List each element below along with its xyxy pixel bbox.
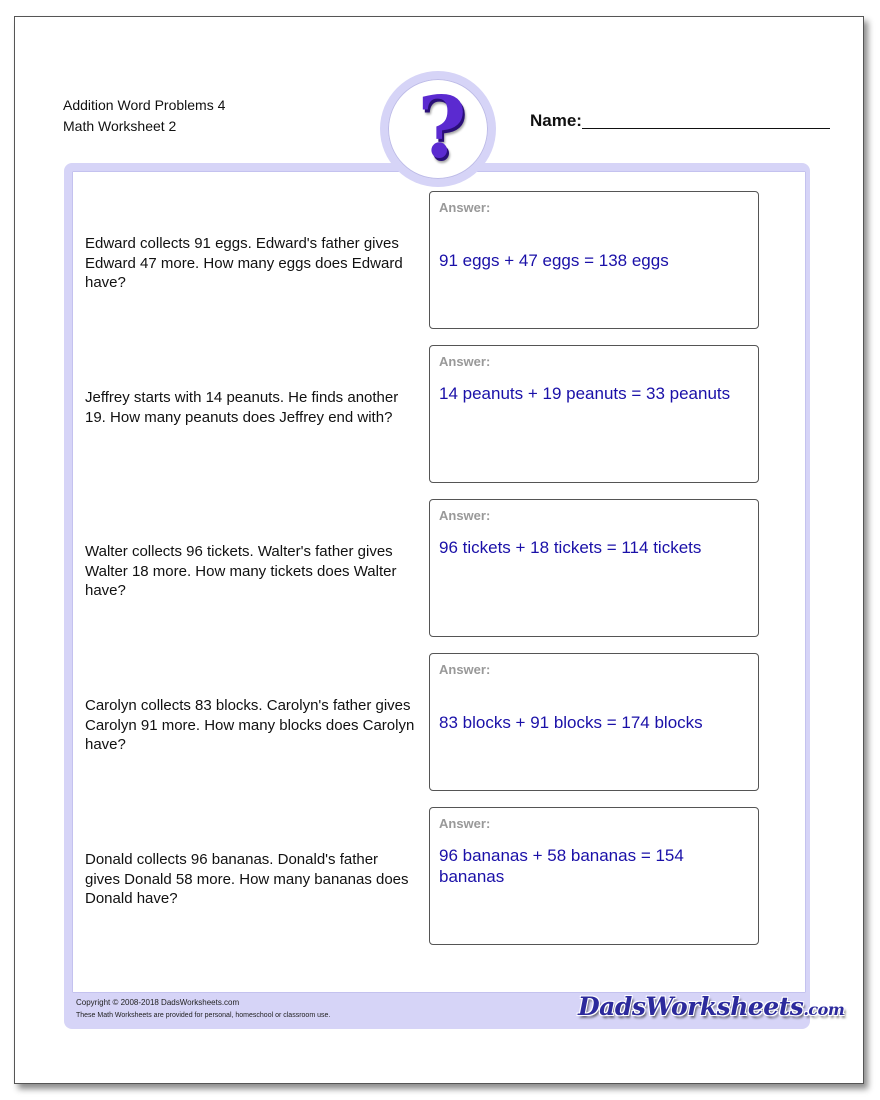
- worksheet-subtitle: Math Worksheet 2: [63, 118, 177, 134]
- name-field-line[interactable]: [582, 128, 830, 129]
- footer-usage-note: These Math Worksheets are provided for personal, homeschool or classroom use.: [76, 1012, 331, 1019]
- logo-disc: [388, 79, 488, 179]
- problem-2-answer-box[interactable]: [429, 345, 759, 483]
- problem-4-answer-box[interactable]: [429, 653, 759, 791]
- problem-5-answer: 96 bananas + 58 bananas = 154 bananas: [439, 846, 684, 886]
- logo-badge: [380, 71, 496, 187]
- problem-4-answer: 83 blocks + 91 blocks = 174 blocks: [439, 713, 703, 732]
- worksheet-title: Addition Word Problems 4: [63, 97, 226, 113]
- brand-name: DadsWorksheets: [578, 992, 804, 1021]
- problem-3-answer: 96 tickets + 18 tickets = 114 tickets: [439, 538, 702, 557]
- problem-2-answer: 14 peanuts + 19 peanuts = 33 peanuts: [439, 384, 731, 403]
- problem-3-question: Walter collects 96 tickets. Walter's father gives Walter 18 more. How many tickets does Walter have?: [85, 543, 397, 599]
- dadsworksheets-logo: [578, 992, 845, 1026]
- problem-3-answer-box[interactable]: [429, 499, 759, 637]
- problem-2-question: Jeffrey starts with 14 peanuts. He finds another 19. How many peanuts does Jeffrey end with?: [85, 389, 399, 426]
- problem-4-question: Carolyn collects 83 blocks. Carolyn's father gives Carolyn 91 more. How many blocks does Carolyn have?: [85, 697, 415, 753]
- question-mark-icon: ?: [417, 78, 467, 177]
- problem-5-question: Donald collects 96 bananas. Donald's father gives Donald 58 more. How many bananas does Donald have?: [85, 851, 409, 907]
- answer-label: Answer:: [439, 200, 491, 215]
- problem-1-answer: 91 eggs + 47 eggs = 138 eggs: [439, 251, 669, 270]
- problem-1-question: Edward collects 91 eggs. Edward's father gives Edward 47 more. How many eggs does Edward have?: [85, 235, 403, 291]
- answer-label: Answer:: [439, 354, 491, 369]
- footer-copyright: Copyright © 2008-2018 DadsWorksheets.com: [76, 998, 240, 1007]
- problem-5-answer-box[interactable]: [429, 807, 759, 945]
- brand-domain: .com: [803, 1000, 845, 1019]
- answer-label: Answer:: [439, 816, 491, 831]
- answer-label: Answer:: [439, 662, 491, 677]
- answer-label: Answer:: [439, 508, 491, 523]
- name-label: Name:: [530, 111, 582, 130]
- problem-1-answer-box[interactable]: [429, 191, 759, 329]
